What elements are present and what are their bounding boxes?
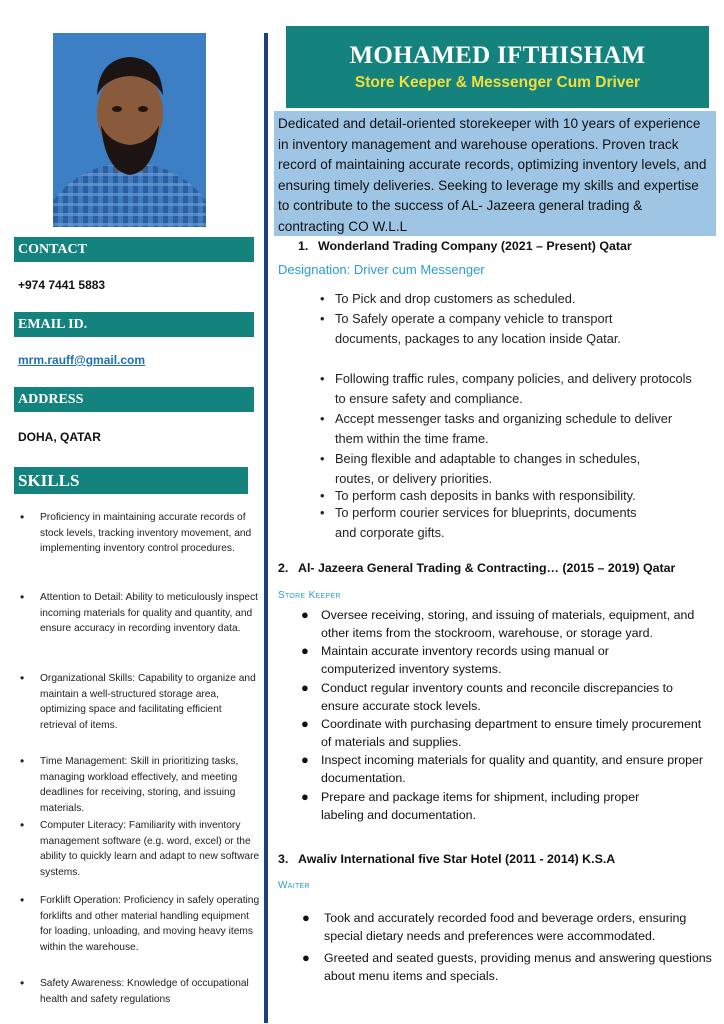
bullet-icon: • [320, 311, 325, 326]
duty-item: ● Maintain accurate inventory records using manual or computerized inventory systems. [301, 643, 609, 677]
bullet-icon: • [320, 488, 325, 503]
bullet-icon: • [20, 590, 25, 604]
address-value: DOHA, QATAR [18, 430, 101, 444]
job-designation: Waiter [278, 880, 310, 891]
profile-summary: Dedicated and detail-oriented storekeeper with 10 years of experience in inventory management and warehouse operations. Proven track record of maintaining accurate records, optimizing inventory levels, and ensuring timely deliveries. Seeking to leverage my skills and expertise to contribute to the success of AL- Jazeera general trading & contracting CO W.L.L [274, 111, 716, 236]
duty-item: • Being flexible and adaptable to changes in schedules, routes, or delivery priorities. [320, 451, 641, 486]
bullet-icon: ● [301, 752, 309, 767]
skill-item: • Safety Awareness: Knowledge of occupational health and safety regulations [20, 976, 249, 1005]
skill-item: • Organizational Skills: Capability to organize and maintain a well-structured storage area, optimizing space and facilitating efficient retrieval of items. [20, 671, 256, 732]
duty-item: • To perform cash deposits in banks with responsibility. [335, 486, 710, 506]
duty-item: • To perform courier services for blueprints, documents and corporate gifts. [320, 505, 637, 540]
bullet-icon: ● [301, 607, 309, 622]
duty-item: • To Safely operate a company vehicle to transport documents, packages to any location inside Qatar. [320, 311, 621, 346]
bullet-icon: ● [301, 643, 309, 658]
bullet-icon: ● [302, 950, 310, 965]
skill-item: • Computer Literacy: Familiarity with inventory management software (e.g. word, excel) or the ability to quickly learn and adapt to new software systems. [20, 818, 260, 879]
bullet-icon: • [320, 411, 325, 426]
job-title: 3. Awaliv International five Star Hotel (2011 - 2014) K.S.A [278, 852, 616, 866]
bullet-icon: • [320, 371, 325, 386]
candidate-role: Store Keeper & Messenger Cum Driver [354, 74, 641, 91]
job-title: 2. Al- Jazeera General Trading & Contracting… (2015 – 2019) Qatar [278, 561, 676, 575]
duty-item: ● Conduct regular inventory counts and reconcile discrepancies to ensure accurate stock levels. [301, 680, 673, 714]
phone-number: +974 7441 5883 [18, 278, 106, 292]
contact-heading: CONTACT [14, 237, 254, 262]
bullet-icon: • [320, 451, 325, 466]
duty-item: ● Inspect incoming materials for quality and quantity, and ensure proper documentation. [301, 752, 704, 786]
skill-item: • Forklift Operation: Proficiency in safely operating forklifts and other material handling equipment for loading, unloading, and moving heavy items within the warehouse. [20, 893, 260, 954]
profile-photo [53, 33, 206, 227]
column-divider [264, 33, 268, 1023]
skill-item: • Proficiency in maintaining accurate records of stock levels, tracking inventory movement, and implementing inventory control procedures. [20, 510, 252, 555]
bullet-icon: ● [301, 680, 309, 695]
duty-item: • To Pick and drop customers as scheduled. [335, 289, 700, 309]
duty-item: • Following traffic rules, company policies, and delivery protocols to ensure safety and compliance. [320, 371, 692, 406]
duty-item: ● Took and accurately recorded food and beverage orders, ensuring special dietary needs and preferences were accommodated. [302, 910, 687, 944]
job-title: 1. Wonderland Trading Company (2021 – Present) Qatar [298, 239, 632, 253]
duty-item: ● Prepare and package items for shipment, including proper labeling and documentation. [301, 789, 640, 823]
bullet-icon: • [20, 510, 25, 524]
email-link[interactable]: mrm.rauff@gmail.com [18, 353, 146, 367]
duty-item: ● Oversee receiving, storing, and issuing of materials, equipment, and other items from the stockroom, warehouse, or storage yard. [301, 607, 695, 641]
address-heading: ADDRESS [14, 387, 254, 412]
bullet-icon: ● [301, 789, 309, 804]
bullet-icon: ● [301, 716, 309, 731]
bullet-icon: • [20, 754, 25, 768]
bullet-icon: • [320, 505, 325, 520]
skills-heading: SKILLS [14, 467, 248, 494]
bullet-icon: • [20, 818, 25, 832]
bullet-icon: • [20, 893, 25, 907]
email-heading: EMAIL ID. [14, 312, 254, 337]
bullet-icon: • [20, 976, 25, 990]
bullet-icon: • [20, 671, 25, 685]
duty-item: ● Coordinate with purchasing department to ensure timely procurement of materials and supplies. [301, 716, 702, 750]
name-header [286, 26, 709, 108]
skill-item: • Attention to Detail: Ability to meticulously inspect incoming materials for quality and quantity, and ensure accuracy in recording inventory data. [20, 590, 259, 635]
job-designation: Designation: Driver cum Messenger [278, 262, 485, 277]
bullet-icon: ● [302, 910, 310, 925]
duty-item: • Accept messenger tasks and organizing schedule to deliver them within the time frame. [320, 411, 673, 446]
skill-item: • Time Management: Skill in prioritizing tasks, managing workload effectively, and meeting deadlines for receiving, storing, and issuing materials. [20, 754, 239, 815]
bullet-icon: • [320, 291, 325, 306]
job-designation: Store Keeper [278, 590, 341, 601]
candidate-name: MOHAMED IFTHISHAM [349, 42, 646, 69]
duty-item: ● Greeted and seated guests, providing menus and answering questions about menu items and specials. [302, 950, 712, 984]
